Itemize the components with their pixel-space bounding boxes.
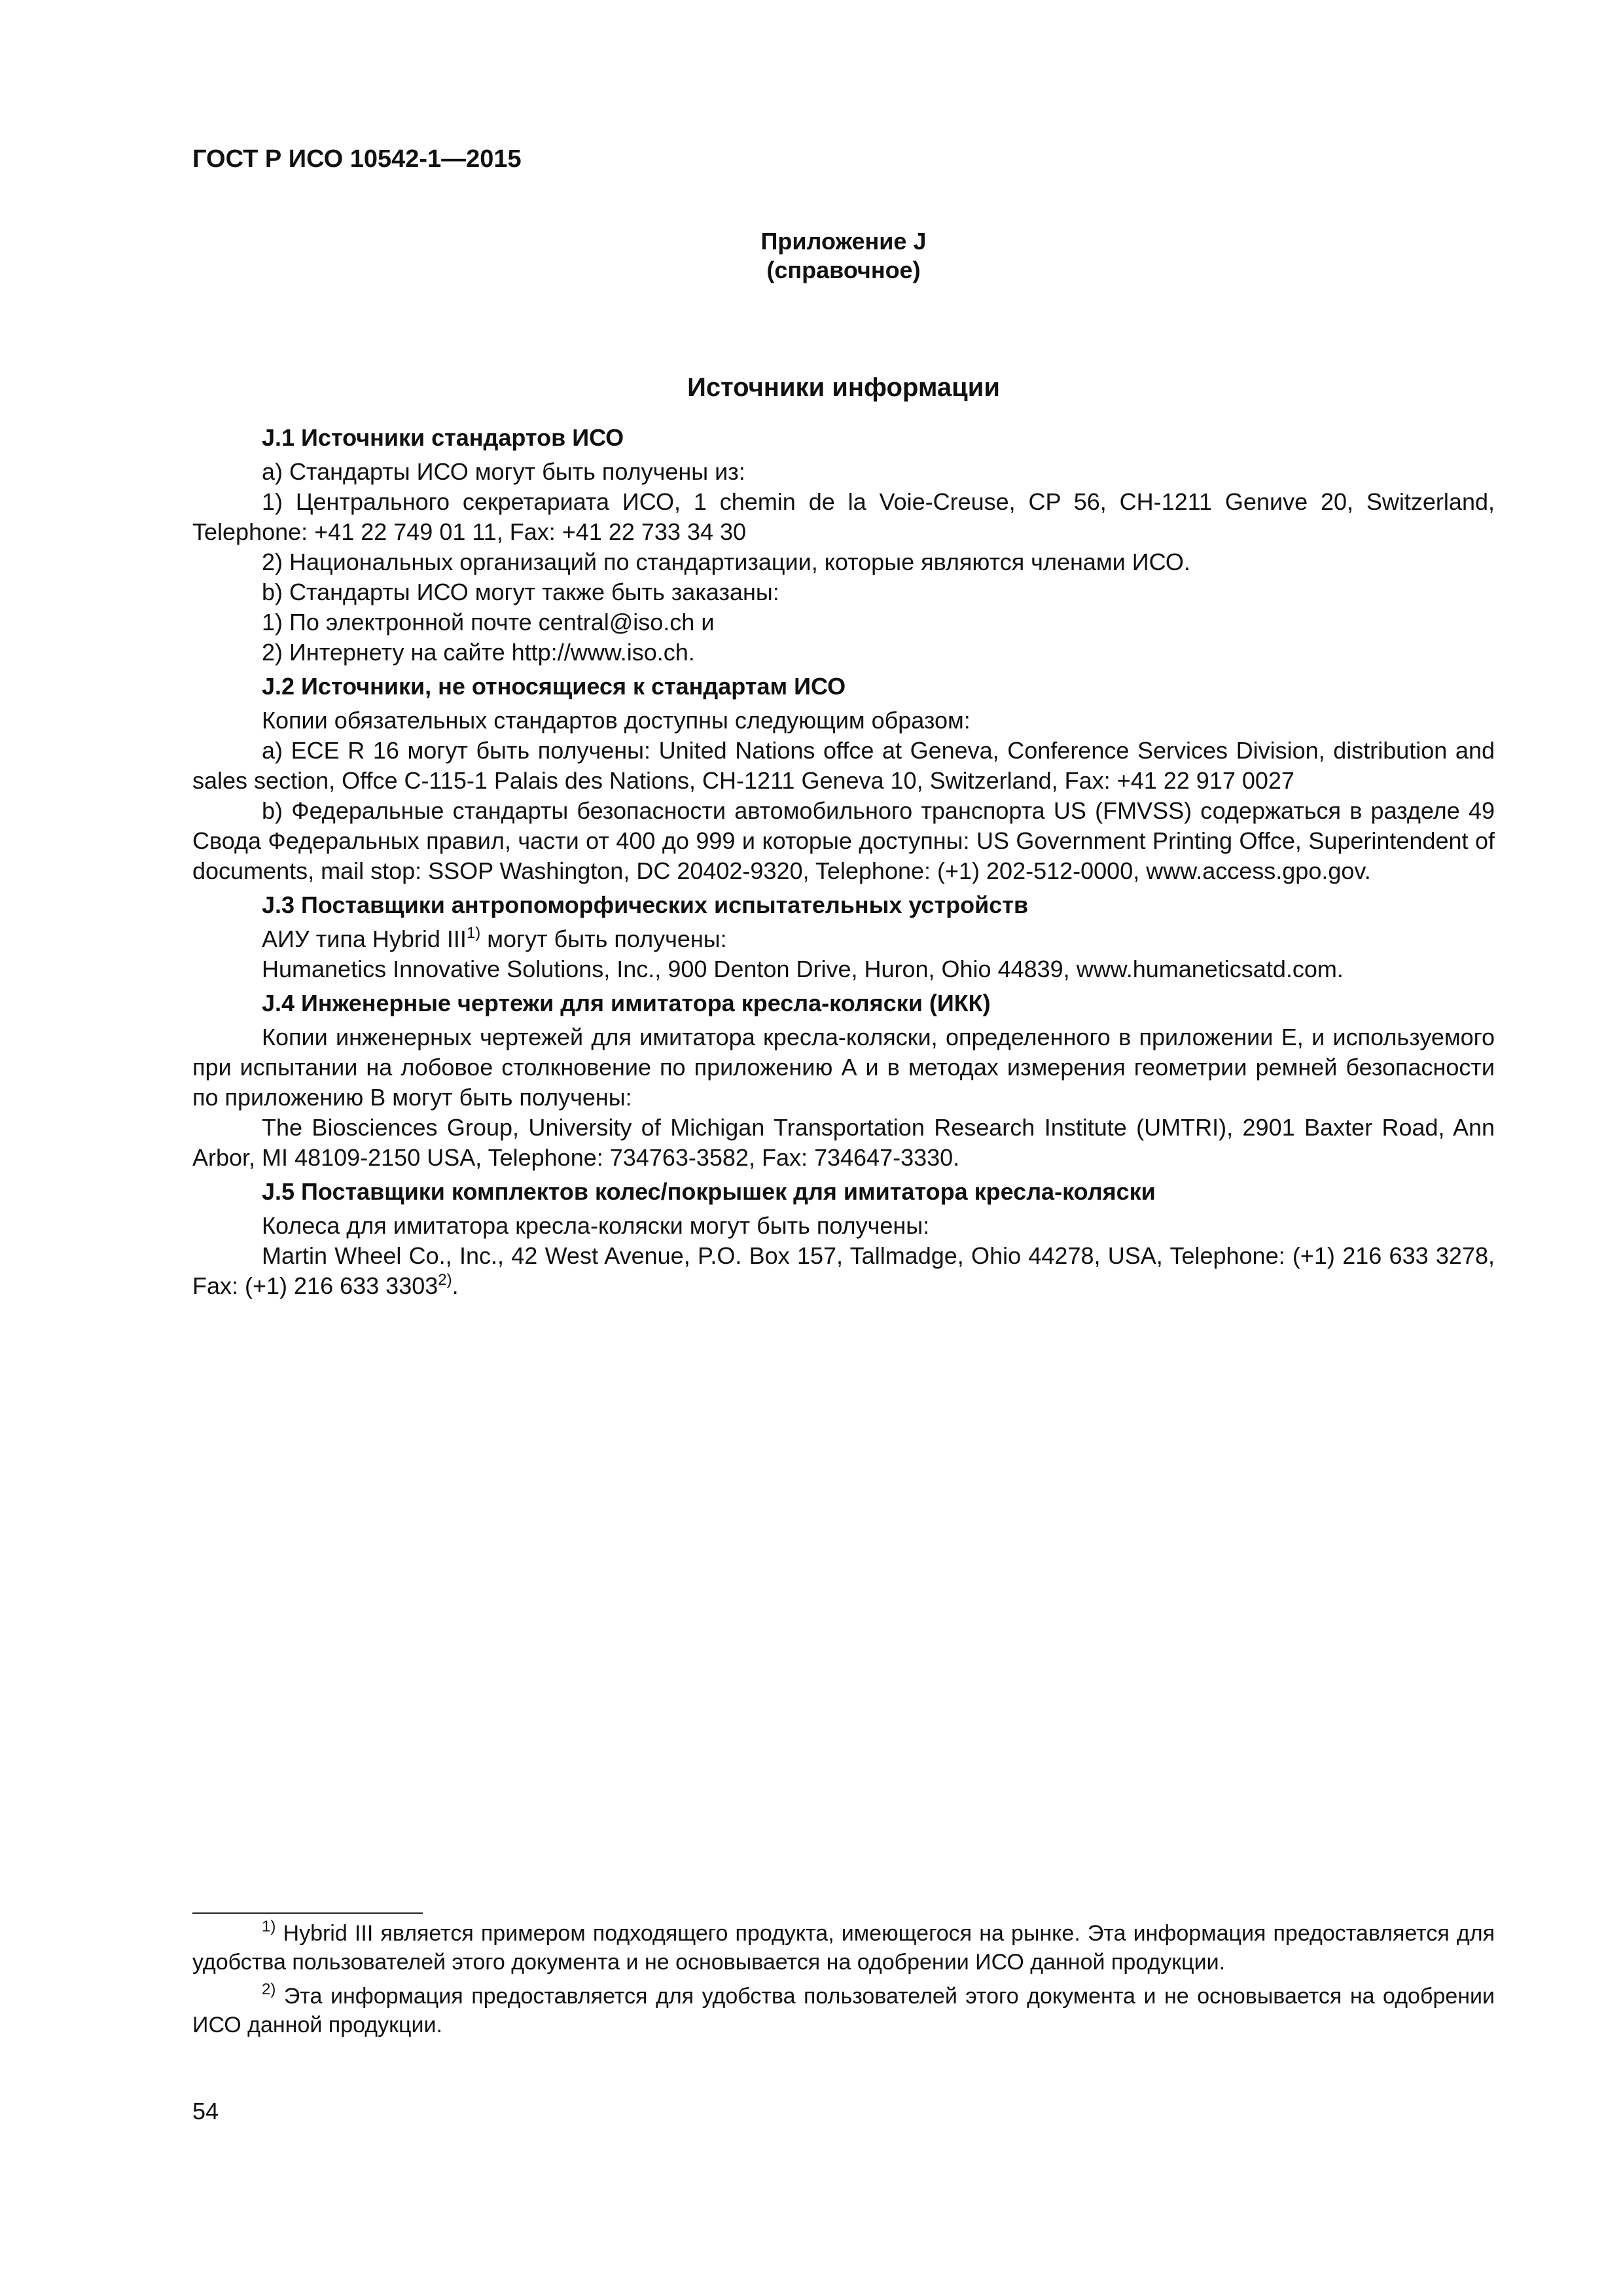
paragraph: Колеса для имитатора кресла-коляски могут быть получены: (262, 1212, 930, 1239)
paragraph (192, 1241, 1495, 1301)
footnote-ref: 1) (466, 924, 481, 942)
section-heading-j5: J.5 Поставщики комплектов колес/покрышек для имитатора кресла-коляски (262, 1178, 1156, 1205)
paragraph: 1) Центрального секретариата ИСО, 1 chemin de la Voie-Creuse, CP 56, CH-1211 Genиve 20, Switzerland, Telephone: +41 22 749 01 11, Fax: +41 22 733 34 30 (192, 488, 1495, 545)
footnote-text: Эта информация предоставляется для удобства пользователей этого документа и не основывается на одобрении ИСО данной продукции. (192, 1984, 1495, 2037)
paragraph: a) Стандарты ИСО могут быть получены из: (262, 458, 745, 485)
document-header: ГОСТ Р ИСО 10542-1—2015 (192, 145, 522, 173)
paragraph-text: АИУ типа Hybrid III (262, 925, 467, 952)
paragraph: Humanetics Innovative Solutions, Inc., 900 Denton Drive, Huron, Ohio 44839, www.humaneticsatd.com. (262, 956, 1344, 982)
section-heading-j3: J.3 Поставщики антропоморфических испытательных устройств (262, 891, 1029, 918)
footnote-ref: 2) (438, 1271, 452, 1289)
section-heading-j2: J.2 Источники, не относящиеся к стандартам ИСО (262, 673, 846, 700)
paragraph (192, 924, 1495, 954)
paragraph-text: могут быть получены: (480, 925, 727, 952)
paragraph: b) Стандарты ИСО могут также быть заказаны: (262, 579, 779, 605)
page-number: 54 (192, 2098, 219, 2125)
footnote (192, 1919, 1495, 1977)
appendix-subtitle: (справочное) (766, 257, 921, 283)
document-body (192, 419, 1495, 1301)
paragraph: b) Федеральные стандарты безопасности автомобильного транспорта US (FMVSS) содержаться в разделе 49 Свода Федеральных правил, части от 400 до 999 и которые доступны: US Government Printing Offce, Superintendent of documents, mail stop: SSOP Washington, DC 20402-9320, Telephone: (+1) 202-512-0000, www.access.gpo.gov. (192, 797, 1495, 884)
paragraph: Копии обязательных стандартов доступны следующим образом: (262, 707, 971, 734)
footnote-mark: 2) (262, 1981, 276, 1998)
paragraph: Копии инженерных чертежей для имитатора кресла-коляски, определенного в приложении Е, и используемого при испытании на лобовое столкновение по приложению А и в методах измерения геометрии ремней безопасности по приложению В могут быть получены: (192, 1024, 1495, 1111)
paragraph-text: Martin Wheel Co., Inc., 42 West Avenue, P.O. Box 157, Tallmadge, Ohio 44278, USA, Telephone: (+1) 216 633 3278, Fax: (+1) 216 633 3303 (192, 1242, 1495, 1299)
paragraph: a) ECE R 16 могут быть получены: United Nations offce at Geneva, Conference Services Division, distribution and sales section, Offce C-115-1 Palais des Nations, CH-1211 Geneva 10, Switzerland, Fax: +41 22 917 0027 (192, 737, 1495, 794)
footnote-text: Hybrid III является примером подходящего продукта, имеющегося на рынке. Эта информация предоставляется для удобства пользователей этого документа и не основывается на одобрении ИСО данной продукции. (192, 1921, 1495, 1975)
paragraph: 2) Национальных организаций по стандартизации, которые являются членами ИСО. (262, 548, 1190, 575)
section-heading-j1: J.1 Источники стандартов ИСО (262, 424, 624, 451)
paragraph: 1) По электронной почте central@iso.ch и (262, 609, 715, 636)
section-heading-j4: J.4 Инженерные чертежи для имитатора кресла-коляски (ИКК) (262, 990, 991, 1016)
footnote-divider (192, 1912, 423, 1914)
footnote (192, 1982, 1495, 2039)
paragraph: 2) Интернету на сайте http://www.iso.ch. (262, 639, 695, 666)
footnote-mark: 1) (262, 1918, 276, 1935)
paragraph: The Biosciences Group, University of Michigan Transportation Research Institute (UMTRI), 2901 Baxter Road, Ann Arbor, MI 48109-2150 USA, Telephone: 734763-3582, Fax: 734647-3330. (192, 1114, 1495, 1171)
appendix-title: Приложение J (760, 228, 927, 255)
main-title: Источники информации (687, 373, 1000, 402)
footnotes (192, 1919, 1495, 2045)
paragraph-text: . (452, 1272, 459, 1299)
